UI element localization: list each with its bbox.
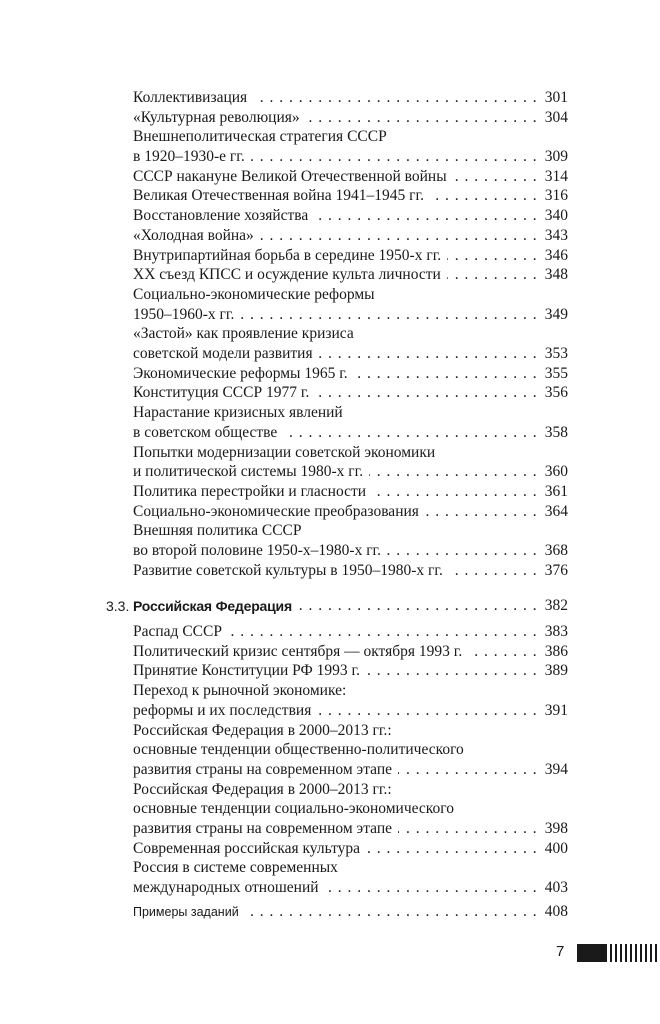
toc-entry-title: Внешняя политика СССР xyxy=(133,521,308,541)
toc-entry xyxy=(133,721,568,741)
toc-entry-title: Распад СССР xyxy=(133,622,228,642)
toc-entry xyxy=(133,108,568,128)
toc-entry xyxy=(133,878,568,898)
toc-entry-title: в советском обществе xyxy=(133,423,283,443)
toc-entry xyxy=(133,799,568,819)
toc-entry xyxy=(133,740,568,760)
toc-entry xyxy=(133,462,568,482)
toc-entry-title: Экономические реформы 1965 г. xyxy=(133,364,354,384)
toc-entry-title: международных отношений xyxy=(133,878,325,898)
toc-entry-page: 358 xyxy=(539,423,568,443)
toc-entry xyxy=(133,858,568,878)
toc-entry-title: Политика перестройки и гласности xyxy=(133,482,372,502)
toc-entry-title: «Холодная война» xyxy=(133,226,260,246)
toc-entry-title: Внешнеполитическая стратегия СССР xyxy=(133,127,393,147)
toc-entry-title: основные тенденции общественно-политического xyxy=(133,740,470,760)
toc-entry-page: 314 xyxy=(539,167,568,187)
toc-entry xyxy=(133,780,568,800)
toc-entry-title: Принятие Конституции РФ 1993 г. xyxy=(133,661,366,681)
toc-entry-title: «Культурная революция» xyxy=(133,108,306,128)
toc-entry-page: 389 xyxy=(539,661,568,681)
toc-entry-page: 316 xyxy=(539,186,568,206)
toc-entry-title: развития страны на современном этапе xyxy=(133,819,398,839)
toc-entry-title: Попытки модернизации советской экономики xyxy=(133,443,441,463)
toc-entry-page: 360 xyxy=(539,462,568,482)
toc-entry xyxy=(133,305,568,325)
toc-entry-title: Нарастание кризисных явлений xyxy=(133,403,349,423)
toc-entry xyxy=(133,839,568,859)
toc-entry-title: XX съезд КПСС и осуждение культа личности xyxy=(133,265,447,285)
toc-entry-title: Примеры заданий xyxy=(133,902,245,922)
toc-entry-title: Политический кризис сентября — октября 1993 г. xyxy=(133,642,468,662)
toc-entry-page: 355 xyxy=(539,364,568,384)
toc-entry xyxy=(133,701,568,721)
toc-entry-title: СССР накануне Великой Отечественной войны xyxy=(133,167,453,187)
toc-entry-title: Социально-экономические реформы xyxy=(133,285,381,305)
toc-entry-title: во второй половине 1950-х–1980-х гг. xyxy=(133,541,387,561)
toc-entry xyxy=(133,246,568,266)
toc-entry xyxy=(133,265,568,285)
toc-entry xyxy=(133,324,568,344)
toc-entry-title: Развитие советской культуры в 1950–1980-х гг. xyxy=(133,561,449,581)
toc-entry-page: 356 xyxy=(539,383,568,403)
toc-entry-page: 400 xyxy=(539,839,568,859)
toc-entry-page: 386 xyxy=(539,642,568,662)
toc-entry xyxy=(133,226,568,246)
page-number: 7 xyxy=(556,943,565,960)
toc-entry xyxy=(133,186,568,206)
toc-entry-page: 394 xyxy=(539,760,568,780)
toc-entry xyxy=(133,285,568,305)
toc-entry-page: 408 xyxy=(539,902,568,922)
toc-entry xyxy=(133,521,568,541)
toc-entry-page: 346 xyxy=(539,246,568,266)
toc-entry xyxy=(133,364,568,384)
toc-entry-page: 340 xyxy=(539,206,568,226)
toc-entry-title: Великая Отечественная война 1941–1945 гг. xyxy=(133,186,430,206)
toc-entry xyxy=(133,760,568,780)
toc-entry-page: 304 xyxy=(539,108,568,128)
toc-entry-page: 349 xyxy=(539,305,568,325)
toc-entry xyxy=(133,502,568,522)
toc-entry-page: 353 xyxy=(539,344,568,364)
toc-entry xyxy=(133,541,568,561)
examples-entry xyxy=(133,902,568,922)
toc-entry-page: 343 xyxy=(539,226,568,246)
toc-entry-page: 376 xyxy=(539,561,568,581)
section-heading xyxy=(106,596,568,616)
page-edge-marker xyxy=(577,944,660,962)
toc-entry-title: советской модели развития xyxy=(133,344,319,364)
toc-entry-title: в 1920–1930-е гг. xyxy=(133,147,251,167)
toc-entry-title: «Застой» как проявление кризиса xyxy=(133,324,360,344)
toc-entry-title: реформы и их последствия xyxy=(133,701,317,721)
section-page: 382 xyxy=(539,596,568,616)
toc-entry-title: 1950–1960-х гг. xyxy=(133,305,240,325)
toc-entry-page: 368 xyxy=(539,541,568,561)
toc-entry-page: 348 xyxy=(539,265,568,285)
toc-entry-page: 398 xyxy=(539,819,568,839)
toc-entry-title: Восстановление хозяйства xyxy=(133,206,314,226)
toc-entry xyxy=(133,88,568,108)
toc-entry xyxy=(133,383,568,403)
toc-entry-title: Российская Федерация в 2000–2013 гг.: xyxy=(133,721,398,741)
toc-entry-title: Конституция СССР 1977 г. xyxy=(133,383,315,403)
toc-entry-page: 361 xyxy=(539,482,568,502)
toc-entry-title: и политической системы 1980-х гг. xyxy=(133,462,369,482)
toc-entry xyxy=(133,642,568,662)
toc-entry xyxy=(133,443,568,463)
toc-entry-title: Коллективизация xyxy=(133,88,253,108)
toc-entry xyxy=(133,206,568,226)
toc-entry-title: Российская Федерация в 2000–2013 гг.: xyxy=(133,780,398,800)
toc-entry-title: Переход к рыночной экономике: xyxy=(133,681,352,701)
toc-entry-title: Россия в системе современных xyxy=(133,858,344,878)
section-number: 3.3. xyxy=(106,598,130,614)
toc-entry xyxy=(133,482,568,502)
toc-entry xyxy=(133,423,568,443)
toc-entry xyxy=(133,661,568,681)
toc-entry-page: 364 xyxy=(539,502,568,522)
toc-entry xyxy=(133,403,568,423)
toc-entry-title: Внутрипартийная борьба в середине 1950-х гг. xyxy=(133,246,447,266)
toc-entry xyxy=(133,819,568,839)
toc-entry-page: 301 xyxy=(539,88,568,108)
toc-entry xyxy=(133,561,568,581)
toc-entry-page: 383 xyxy=(539,622,568,642)
toc-entry xyxy=(133,344,568,364)
toc-entry-page: 309 xyxy=(539,147,568,167)
section-title: Российская Федерация xyxy=(133,596,298,616)
toc-entry-title: Современная российская культура xyxy=(133,839,366,859)
toc-entry xyxy=(133,127,568,147)
toc-entry-page: 391 xyxy=(539,701,568,721)
toc-entry xyxy=(133,147,568,167)
toc-entry xyxy=(133,167,568,187)
toc-entry-title: развития страны на современном этапе xyxy=(133,760,398,780)
toc-entry-title: Социально-экономические преобразования xyxy=(133,502,425,522)
toc-entry xyxy=(133,681,568,701)
toc-entry-title: основные тенденции социально-экономического xyxy=(133,799,460,819)
toc-entry-page: 403 xyxy=(539,878,568,898)
toc-entry xyxy=(133,622,568,642)
